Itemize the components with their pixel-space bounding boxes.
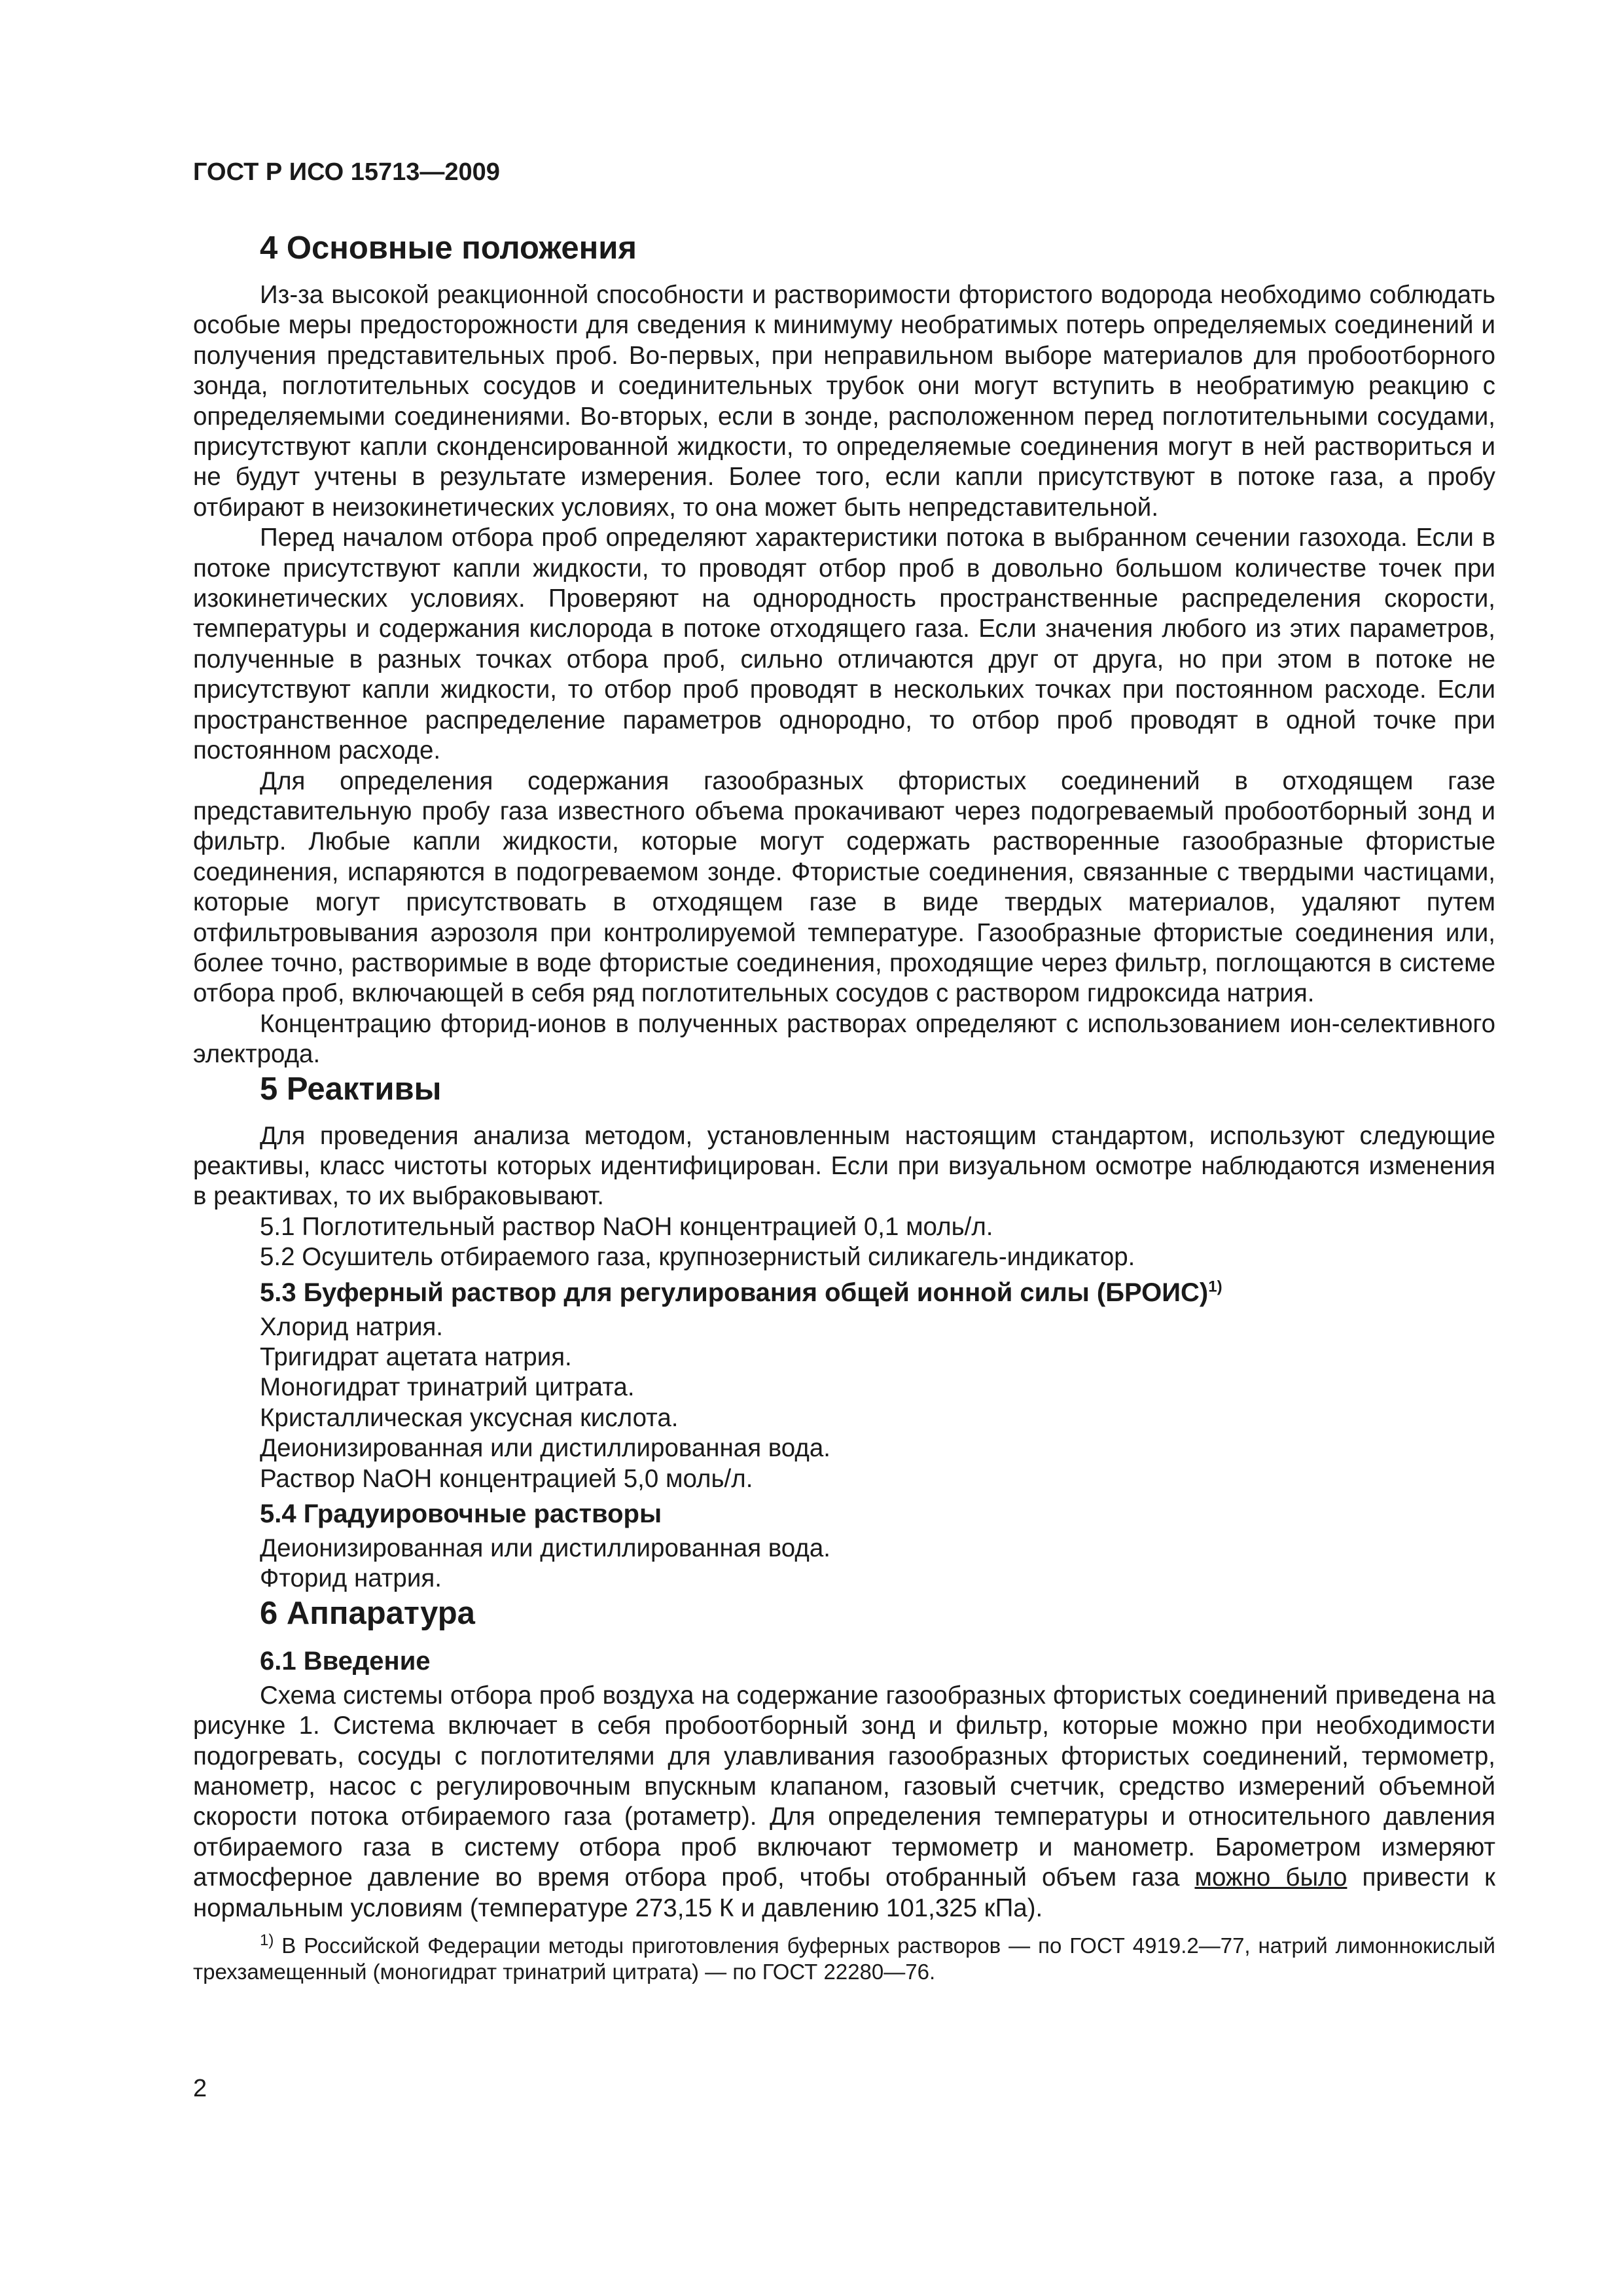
subsection-5-4-title: 5.4 Градуировочные растворы <box>260 1499 662 1529</box>
reagent-item: Кристаллическая уксусная кислота. <box>260 1403 679 1432</box>
section-4-paragraph-3: Для определения содержания газообразных фтористых соединений в отходящем газе представительную пробу газа известного объема прокачивают через подогреваемый пробоотборный зонд и фильтр. Любые капли жидкости, которые могут содержать растворенные газообразные фтористые соединения, испаряются в подогреваемом зонде. Фтористые соединения, связанные с твердыми частицами, которые могут присутствовать в отходящем газе в виде твердых материалов, удаляют путем отфильтровывания аэрозоля при контролируемой температуре. Газообразные фтористые соединения или, более точно, растворимые в воде фтористые соединения, проходящие через фильтр, поглощаются в системе отбора проб, включающей в себя ряд поглотительных сосудов с раствором гидроксида натрия. <box>193 766 1495 1008</box>
section-5-intro: Для проведения анализа методом, установленным настоящим стандартом, используют следующие реактивы, класс чистоты которых идентифицирован. Если при визуальном осмотре наблюдаются изменения в реактивах, то их выбраковывают. <box>193 1121 1495 1211</box>
underlined-phrase: можно было <box>1194 1863 1347 1892</box>
section-5-title: 5 Реактивы <box>260 1071 442 1107</box>
reagent-item: Деионизированная или дистиллированная вода. <box>260 1434 830 1463</box>
section-4-title: 4 Основные положения <box>260 230 637 266</box>
reagent-item: Хлорид натрия. <box>260 1312 443 1341</box>
section-6-1-paragraph <box>193 1681 1495 1924</box>
section-4-paragraph-4: Концентрацию фторид-ионов в полученных растворах определяют с использованием ион-селективного электрода. <box>193 1009 1495 1069</box>
footnote-mark: 1) <box>260 1931 274 1950</box>
calibration-item: Деионизированная или дистиллированная вода. <box>260 1534 830 1563</box>
document-page <box>193 157 1495 1985</box>
subsection-6-1-title: 6.1 Введение <box>260 1646 431 1676</box>
footnote-text: В Российской Федерации методы приготовления буферных растворов — по ГОСТ 4919.2—77, натрий лимоннокислый трехзамещенный (моногидрат тринатрий цитрата) — по ГОСТ 22280—76. <box>193 1933 1495 1984</box>
subsection-5-3-title <box>193 1277 1495 1308</box>
item-5-1: 5.1 Поглотительный раствор NaOH концентрацией 0,1 моль/л. <box>260 1212 993 1241</box>
section-6-title: 6 Аппаратура <box>260 1595 475 1631</box>
subsection-5-3-title-text: 5.3 Буферный раствор для регулирования общей ионной силы (БРОИС) <box>260 1278 1209 1307</box>
section-6-1-text-tail: привести к нормальным условиям (температуре 273,15 К и давлению 101,325 кПа). <box>193 1863 1495 1922</box>
document-code: ГОСТ Р ИСО 15713—2009 <box>193 158 500 186</box>
reagent-item: Раствор NaOH концентрацией 5,0 моль/л. <box>260 1464 753 1493</box>
calibration-item: Фторид натрия. <box>260 1564 442 1593</box>
reagent-item: Моногидрат тринатрий цитрата. <box>260 1373 635 1402</box>
footnote-ref-mark: 1) <box>1208 1278 1222 1296</box>
section-6-1-text: Схема системы отбора проб воздуха на содержание газообразных фтористых соединений приведена на рисунке 1. Система включает в себя пробоотборный зонд и фильтр, которые можно при необходимости подогревать, сосуды с поглотителями для улавливания газообразных фтористых соединений, термометр, манометр, насос с регулировочным впускным клапаном, газовый счетчик, средство измерений объемной скорости потока отбираемого газа (ротаметр). Для определения температуры и относительного давления отбираемого газа в систему отбора проб включают термометр и манометр. Барометром измеряют атмосферное давление во время отбора проб, чтобы отобранный объем газа <box>193 1681 1495 1892</box>
footnote <box>193 1933 1495 1985</box>
section-4-paragraph-2: Перед началом отбора проб определяют характеристики потока в выбранном сечении газохода. Если в потоке присутствуют капли жидкости, то проводят отбор проб в довольно большом количестве точек при изокинетических условиях. Проверяют на однородность пространственные распределения скорости, температуры и содержания кислорода в потоке отходящего газа. Если значения любого из этих параметров, полученные в разных точках отбора проб, сильно отличаются друг от друга, но при этом в потоке не присутствуют капли жидкости, то отбор проб проводят в нескольких точках при постоянном расходе. Если пространственное распределение параметров однородно, то отбор проб проводят в одной точке при постоянном расходе. <box>193 524 1495 765</box>
page-number: 2 <box>193 2075 207 2102</box>
reagent-item: Тригидрат ацетата натрия. <box>260 1343 572 1371</box>
item-5-2: 5.2 Осушитель отбираемого газа, крупнозернистый силикагель-индикатор. <box>260 1243 1135 1272</box>
section-4-paragraph-1: Из-за высокой реакционной способности и растворимости фтористого водорода необходимо соблюдать особые меры предосторожности для сведения к минимуму необратимых потерь определяемых соединений и получения представительных проб. Во-первых, при неправильном выборе материалов для пробоотборного зонда, поглотительных сосудов и соединительных трубок они могут вступить в необратимую реакцию с определяемыми соединениями. Во-вторых, если в зонде, расположенном перед поглотительными сосудами, присутствуют капли сконденсированной жидкости, то определяемые соединения могут в ней раствориться и не будут учтены в результате измерения. Более того, если капли присутствуют в потоке газа, а пробу отбирают в неизокинетических условиях, то она может быть непредставительной. <box>193 281 1495 522</box>
